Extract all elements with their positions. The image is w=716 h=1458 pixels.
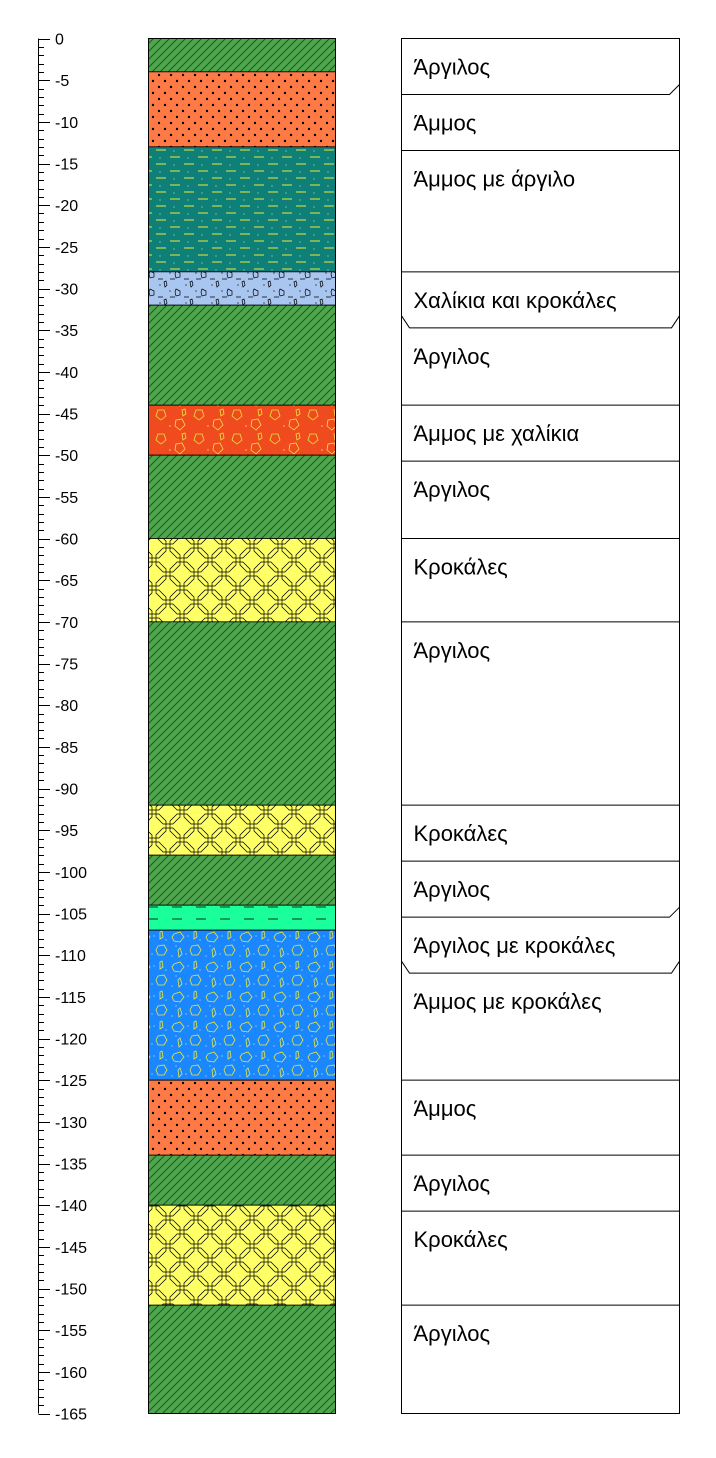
depth-tick-label: -155	[55, 1323, 88, 1341]
layer-description: Άργιλος	[413, 477, 491, 503]
layer-description: Άμμος με χαλίκια	[413, 421, 580, 447]
layer-description: Άμμος	[413, 1096, 477, 1122]
layer-clay	[149, 1155, 336, 1205]
layer-description: Άργιλος	[413, 877, 491, 903]
layer-description: Χαλίκια και κροκάλες	[413, 287, 617, 313]
depth-tick-label: -160	[55, 1364, 88, 1382]
layer-clay	[149, 1305, 336, 1413]
depth-tick-label: -165	[55, 1406, 88, 1424]
layer-sand-pebble	[149, 930, 336, 1080]
layer-sand	[149, 72, 336, 147]
depth-tick-label: -90	[55, 781, 79, 799]
layer-gravel-pebble	[149, 272, 336, 305]
layer-sand-clay	[149, 147, 336, 272]
depth-tick-label: -35	[55, 323, 79, 341]
depth-tick-label: -120	[55, 1031, 88, 1049]
depth-tick-label: -80	[55, 698, 79, 716]
layer-description: Άμμος με άργιλο	[413, 166, 576, 192]
depth-tick-label: -40	[55, 364, 79, 382]
depth-tick-label: -150	[55, 1281, 88, 1299]
depth-tick-label: -55	[55, 489, 79, 507]
layer-pebbles	[149, 539, 336, 622]
depth-tick-label: -110	[55, 948, 86, 966]
layer-description: Άργιλος με κροκάλες	[413, 933, 616, 959]
depth-tick-label: -140	[55, 1198, 88, 1216]
depth-tick-label: -30	[55, 281, 79, 299]
depth-tick-label: -10	[55, 114, 79, 132]
layer-description: Άργιλος	[413, 54, 491, 80]
depth-tick-label: -130	[55, 1114, 88, 1132]
layer-description: Κροκάλες	[413, 1227, 508, 1253]
depth-tick-label: -105	[55, 906, 88, 924]
depth-tick-label: -65	[55, 573, 79, 591]
layer-clay-pebble	[149, 905, 336, 930]
layer-pebbles	[149, 1205, 336, 1305]
description-border	[402, 39, 680, 1414]
layer-sand-gravel	[149, 405, 336, 455]
depth-tick-label: -5	[55, 73, 70, 91]
depth-tick-label: -15	[55, 156, 79, 174]
layer-description: Άργιλος	[413, 1321, 491, 1347]
layer-description: Κροκάλες	[413, 554, 508, 580]
depth-tick-label: -75	[55, 656, 79, 674]
layer-clay	[149, 305, 336, 405]
layer-description: Άμμος με κροκάλες	[413, 989, 602, 1015]
depth-axis	[39, 32, 88, 1424]
depth-tick-label: -50	[55, 448, 79, 466]
depth-tick-label: 0	[55, 31, 64, 49]
lithology-column	[149, 39, 336, 1414]
depth-tick-label: -25	[55, 239, 79, 257]
depth-tick-label: -45	[55, 406, 79, 424]
layer-clay	[149, 455, 336, 538]
depth-tick-label: -100	[55, 864, 88, 882]
depth-tick-label: -135	[55, 1156, 88, 1174]
depth-tick-label: -145	[55, 1239, 88, 1257]
layer-description: Άργιλος	[413, 637, 491, 663]
layer-pebbles	[149, 805, 336, 855]
depth-tick-label: -95	[55, 823, 79, 841]
depth-tick-label: -60	[55, 531, 79, 549]
layer-clay	[149, 622, 336, 805]
depth-tick-label: -20	[55, 198, 79, 216]
depth-tick-label: -115	[55, 989, 86, 1007]
layer-description: Άργιλος	[413, 343, 491, 369]
layer-description: Άργιλος	[413, 1171, 491, 1197]
layer-description: Κροκάλες	[413, 821, 508, 847]
layer-clay	[149, 855, 336, 905]
layer-description: Άμμος	[413, 110, 477, 136]
layer-sand	[149, 1080, 336, 1155]
description-column	[402, 39, 680, 1414]
layer-clay	[149, 39, 336, 72]
depth-tick-label: -70	[55, 614, 79, 632]
depth-tick-label: -85	[55, 739, 79, 757]
depth-tick-label: -125	[55, 1073, 88, 1091]
